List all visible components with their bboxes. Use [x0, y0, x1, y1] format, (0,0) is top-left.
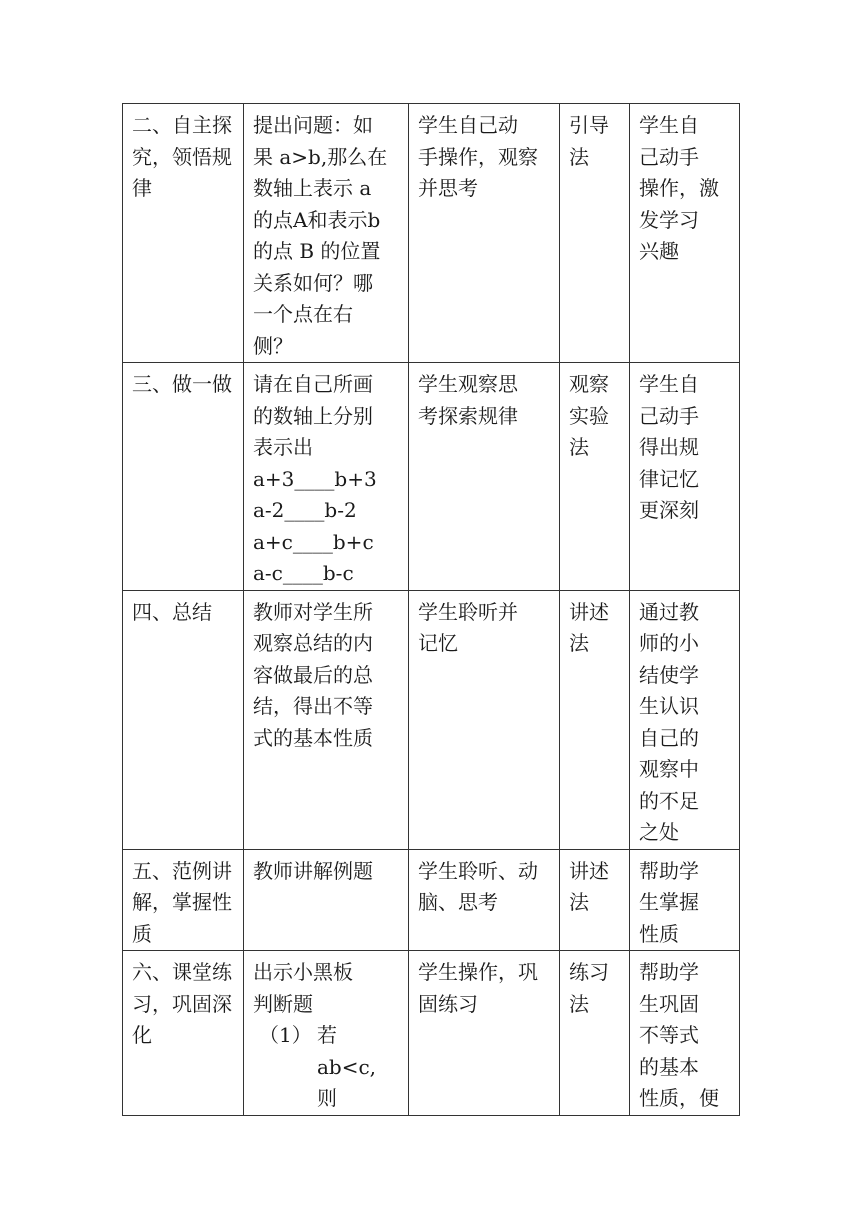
table-row — [123, 104, 740, 363]
stage-cell: 四、总结 — [123, 590, 244, 849]
teacher-activity-cell: 教师讲解例题 — [244, 849, 409, 951]
stage-cell: 五、范例讲 解，掌握性 质 — [123, 849, 244, 951]
method-cell: 讲述 法 — [560, 849, 630, 951]
method-cell: 引导 法 — [560, 104, 630, 363]
table-row — [123, 849, 740, 951]
method-cell: 观察 实验 法 — [560, 363, 630, 591]
method-cell: 练习 法 — [560, 951, 630, 1116]
item-number: （1） — [259, 1023, 312, 1047]
teacher-activity-cell: 请在自己所画 的数轴上分别 表示出 a+3____b+3 a-2____b-2 a+c____b+c a-c____b-c — [244, 363, 409, 591]
purpose-cell: 帮助学 生巩固 不等式 的基本 性质，便 — [630, 951, 740, 1116]
teacher-activity-cell: 提出问题：如 果 a>b,那么在 数轴上表示 a 的点A和表示b 的点 B 的位置 关系如何？哪 一个点在右 侧？ — [244, 104, 409, 363]
teacher-activity-cell: 教师对学生所 观察总结的内 容做最后的总 结，得出不等 式的基本性质 — [244, 590, 409, 849]
student-activity-cell: 学生聆听、动 脑、思考 — [409, 849, 560, 951]
student-activity-cell: 学生观察思 考探索规律 — [409, 363, 560, 591]
purpose-cell: 帮助学 生掌握 性质 — [630, 849, 740, 951]
stage-cell: 二、自主探 究，领悟规 律 — [123, 104, 244, 363]
purpose-cell: 学生自 己动手 操作，激 发学习 兴趣 — [630, 104, 740, 363]
table-row — [123, 951, 740, 1116]
student-activity-cell: 学生聆听并 记忆 — [409, 590, 560, 849]
purpose-cell: 通过教 师的小 结使学 生认识 自己的 观察中 的不足 之处 — [630, 590, 740, 849]
judgment-question-item — [253, 1020, 400, 1115]
item-text: 若 ab<c, 则 — [317, 1023, 377, 1110]
student-activity-cell: 学生操作，巩 固练习 — [409, 951, 560, 1116]
stage-cell: 三、做一做 — [123, 363, 244, 591]
table-row — [123, 363, 740, 591]
student-activity-cell: 学生自己动 手操作，观察 并思考 — [409, 104, 560, 363]
stage-cell: 六、课堂练 习，巩固深 化 — [123, 951, 244, 1116]
table-row — [123, 590, 740, 849]
method-cell: 讲述 法 — [560, 590, 630, 849]
teacher-activity-cell: 出示小黑板 判断题 （1） 若 ab<c, 则 — [244, 951, 409, 1116]
purpose-cell: 学生自 己动手 得出规 律记忆 更深刻 — [630, 363, 740, 591]
lesson-plan-table — [122, 103, 740, 1116]
